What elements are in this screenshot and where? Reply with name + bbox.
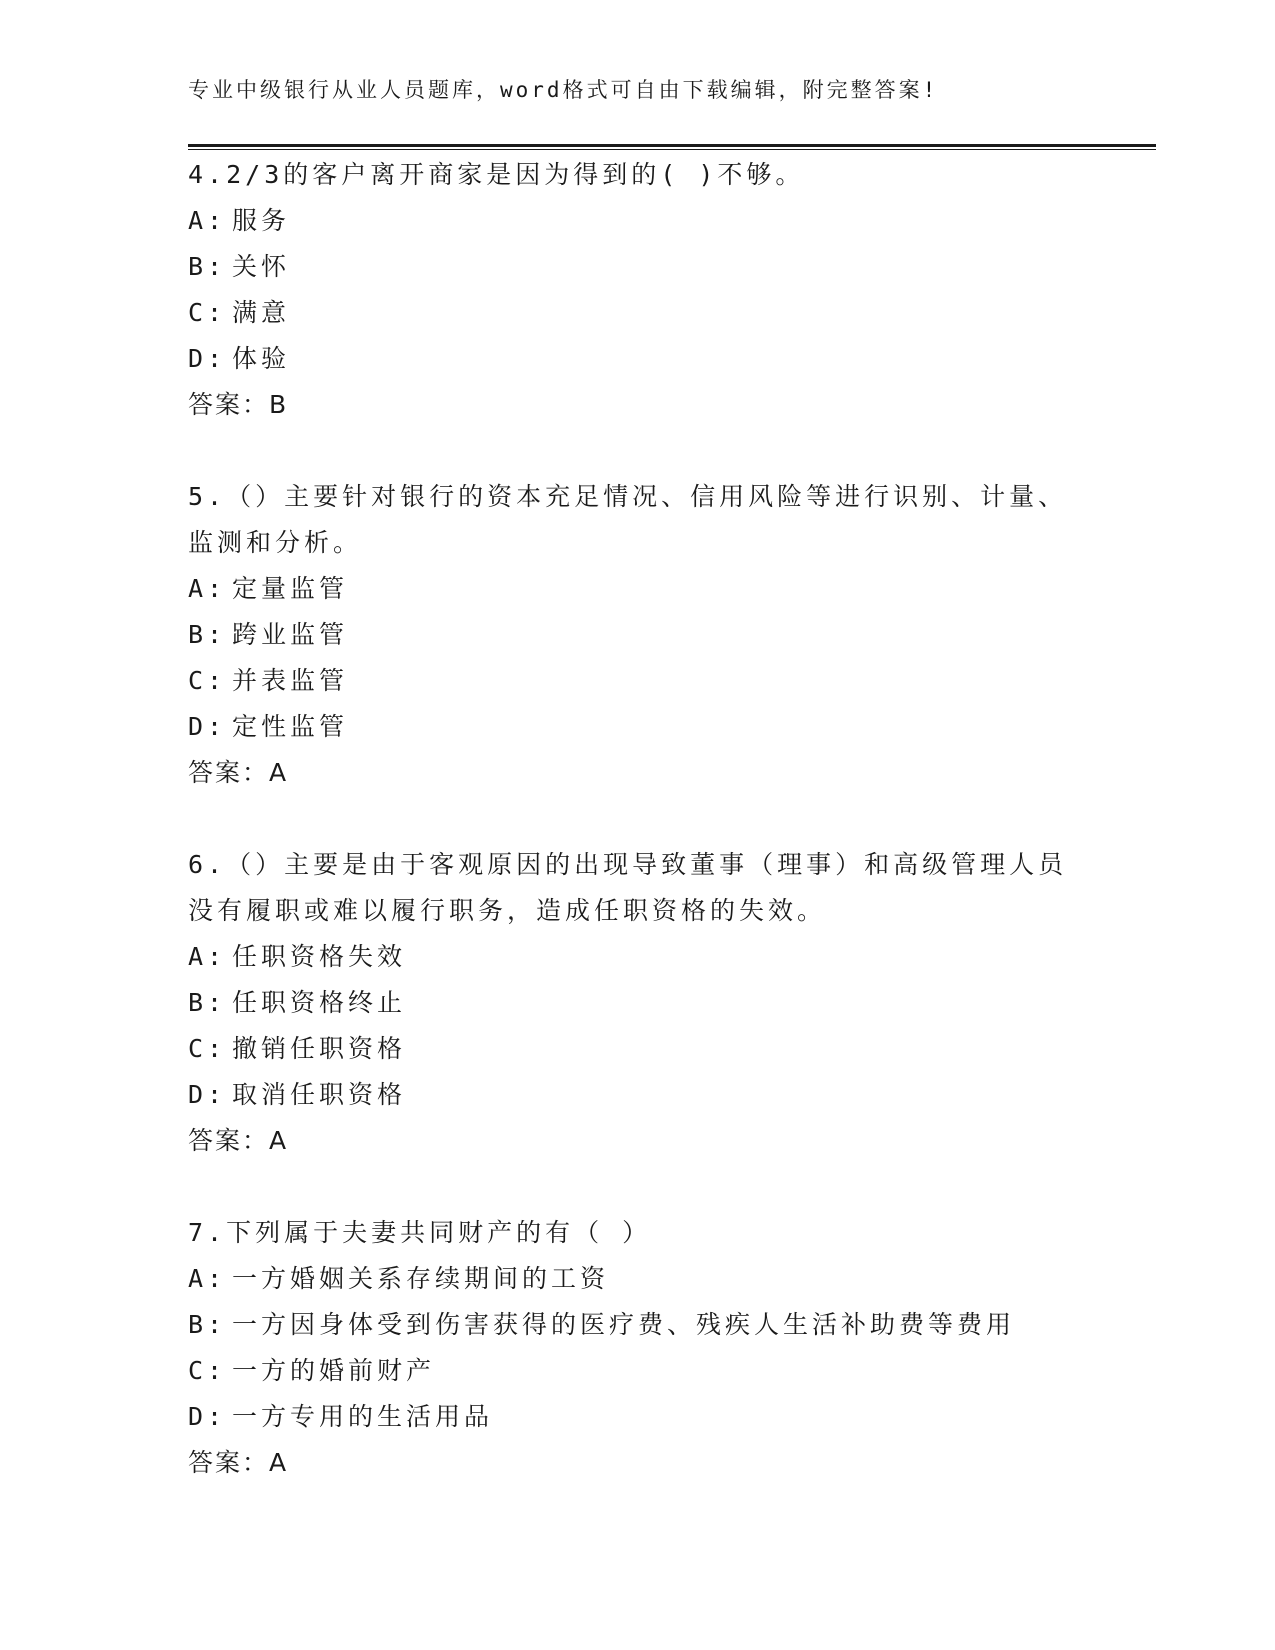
question-6 bbox=[188, 842, 1088, 1164]
option-text: 一方的婚前财产 bbox=[232, 1356, 436, 1385]
question-stem: 4.2/3的客户离开商家是因为得到的( )不够。 bbox=[188, 160, 805, 189]
option-c bbox=[188, 658, 1088, 704]
option-letter: C: bbox=[188, 1356, 227, 1385]
option-text: 跨业监管 bbox=[232, 620, 349, 649]
option-letter: A: bbox=[188, 1264, 227, 1293]
option-text: 撤销任职资格 bbox=[232, 1034, 407, 1063]
option-d bbox=[188, 336, 1088, 382]
option-text: 服务 bbox=[232, 206, 291, 235]
option-text: 关怀 bbox=[232, 252, 291, 281]
option-letter: C: bbox=[188, 1034, 227, 1063]
answer: 答案：A bbox=[188, 1126, 289, 1155]
option-letter: B: bbox=[188, 252, 227, 281]
option-text: 体验 bbox=[232, 344, 291, 373]
question-stem: 7.下列属于夫妻共同财产的有（ ） bbox=[188, 1218, 652, 1247]
option-text: 一方因身体受到伤害获得的医疗费、残疾人生活补助费等费用 bbox=[232, 1310, 1016, 1339]
option-text: 取消任职资格 bbox=[232, 1080, 407, 1109]
option-d bbox=[188, 704, 1088, 750]
option-letter: A: bbox=[188, 574, 227, 603]
question-5 bbox=[188, 474, 1088, 796]
option-c bbox=[188, 1348, 1088, 1394]
answer: 答案：B bbox=[188, 390, 289, 419]
option-letter: A: bbox=[188, 942, 227, 971]
question-stem: 6.（）主要是由于客观原因的出现导致董事（理事）和高级管理人员 bbox=[188, 850, 1068, 879]
option-text: 并表监管 bbox=[232, 666, 349, 695]
option-text: 定性监管 bbox=[232, 712, 349, 741]
option-letter: B: bbox=[188, 988, 227, 1017]
option-a bbox=[188, 566, 1088, 612]
question-7 bbox=[188, 1210, 1088, 1486]
option-d bbox=[188, 1394, 1088, 1440]
option-b bbox=[188, 1302, 1088, 1348]
option-text: 任职资格失效 bbox=[232, 942, 407, 971]
option-letter: C: bbox=[188, 298, 227, 327]
option-a bbox=[188, 198, 1088, 244]
option-letter: B: bbox=[188, 620, 227, 649]
answer: 答案：A bbox=[188, 1448, 289, 1477]
header-divider bbox=[188, 144, 1156, 150]
question-stem-continued: 监测和分析。 bbox=[188, 528, 363, 557]
answer: 答案：A bbox=[188, 758, 289, 787]
option-c bbox=[188, 290, 1088, 336]
option-letter: D: bbox=[188, 344, 227, 373]
option-c bbox=[188, 1026, 1088, 1072]
option-b bbox=[188, 612, 1088, 658]
option-text: 一方婚姻关系存续期间的工资 bbox=[232, 1264, 610, 1293]
question-stem: 5.（）主要针对银行的资本充足情况、信用风险等进行识别、计量、 bbox=[188, 482, 1068, 511]
question-stem-continued: 没有履职或难以履行职务，造成任职资格的失效。 bbox=[188, 896, 827, 925]
option-a bbox=[188, 1256, 1088, 1302]
option-letter: A: bbox=[188, 206, 227, 235]
page-header: 专业中级银行从业人员题库，word格式可自由下载编辑，附完整答案! bbox=[188, 78, 939, 102]
option-text: 任职资格终止 bbox=[232, 988, 407, 1017]
option-letter: C: bbox=[188, 666, 227, 695]
option-letter: D: bbox=[188, 712, 227, 741]
option-text: 满意 bbox=[232, 298, 291, 327]
option-letter: B: bbox=[188, 1310, 227, 1339]
option-text: 一方专用的生活用品 bbox=[232, 1402, 494, 1431]
option-letter: D: bbox=[188, 1402, 227, 1431]
question-4 bbox=[188, 152, 1088, 428]
question-list bbox=[188, 152, 1088, 1532]
option-letter: D: bbox=[188, 1080, 227, 1109]
option-b bbox=[188, 244, 1088, 290]
option-a bbox=[188, 934, 1088, 980]
option-b bbox=[188, 980, 1088, 1026]
option-d bbox=[188, 1072, 1088, 1118]
option-text: 定量监管 bbox=[232, 574, 349, 603]
